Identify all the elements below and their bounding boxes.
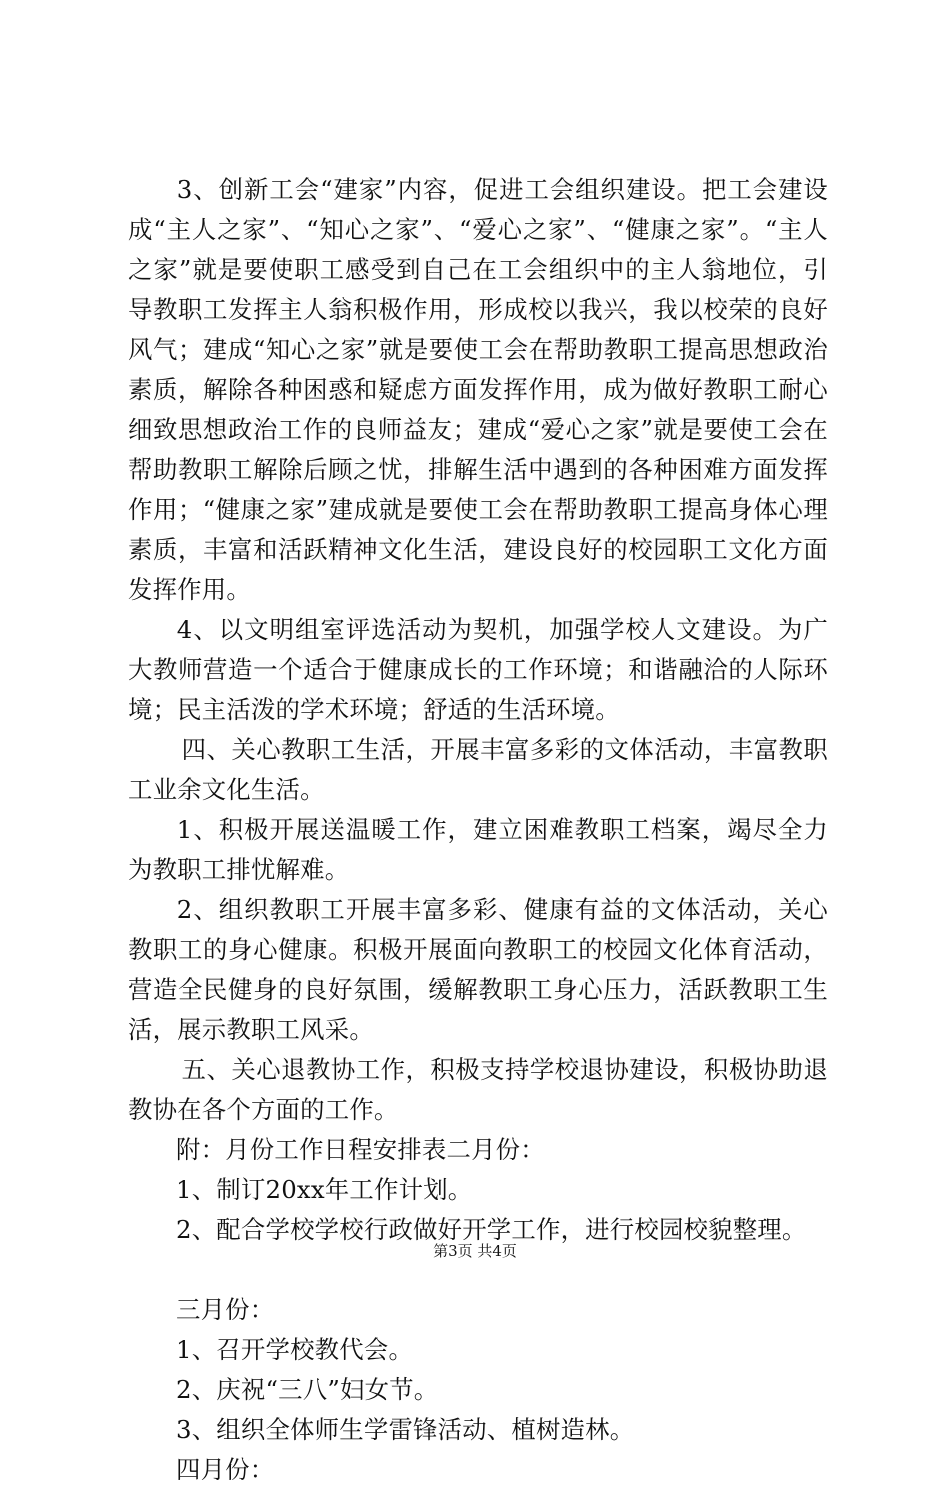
schedule-item: 1、召开学校教代会。 <box>176 1335 414 1364</box>
schedule-item: 2、配合学校学校行政做好开学工作，进行校园校貌整理。 <box>176 1215 807 1244</box>
schedule-item: 1、制订20xx年工作计划。 <box>176 1175 473 1204</box>
month-heading-april: 四月份： <box>176 1455 275 1484</box>
paragraph-civilized-office: 4、以文明组室评选活动为契机，加强学校人文建设。为广大教师营造一个适合于健康成长的工作环境；和谐融洽的人际环境；民主活泼的学术环境；舒适的生活环境。 <box>128 615 828 724</box>
schedule-item: 3、组织全体师生学雷锋活动、植树造林。 <box>176 1415 635 1444</box>
schedule-item: 2、庆祝“三八”妇女节。 <box>176 1375 439 1404</box>
page-footer: 第3页 共4页 <box>433 1242 517 1260</box>
paragraph-activities: 2、组织教职工开展丰富多彩、健康有益的文体活动，关心教职工的身心健康。积极开展面向教职工的校园文化体育活动，营造全民健身的良好氛围，缓解教职工身心压力，活跃教职工生活，展示教职工风采。 <box>128 895 828 1044</box>
paragraph-warmth: 1、积极开展送温暖工作，建立困难教职工档案，竭尽全力为教职工排忧解难。 <box>128 815 828 884</box>
section-heading-five: 五、关心退教协工作，积极支持学校退协建设，积极协助退教协在各个方面的工作。 <box>128 1055 828 1124</box>
month-heading-march: 三月份： <box>176 1295 275 1324</box>
schedule-intro: 附：月份工作日程安排表二月份： <box>176 1135 545 1164</box>
document-body <box>128 170 828 1490</box>
paragraph-jianjia: 3、创新工会“建家”内容，促进工会组织建设。把工会建设成“主人之家”、“知心之家”、“爱心之家”、“健康之家”。“主人之家”就是要使职工感受到自己在工会组织中的主人翁地位，引导教职工发挥主人翁积极作用，形成校以我兴，我以校荣的良好风气；建成“知心之家”就是要使工会在帮助教职工提高思想政治素质，解除各种困惑和疑虑方面发挥作用，成为做好教职工耐心细致思想政治工作的良师益友；建成“爱心之家”就是要使工会在帮助教职工解除后顾之忧，排解生活中遇到的各种困难方面发挥作用；“健康之家”建成就是要使工会在帮助教职工提高身体心理素质，丰富和活跃精神文化生活，建设良好的校园职工文化方面发挥作用。 <box>128 175 828 604</box>
section-heading-four: 四、关心教职工生活，开展丰富多彩的文体活动，丰富教职工业余文化生活。 <box>128 735 828 804</box>
